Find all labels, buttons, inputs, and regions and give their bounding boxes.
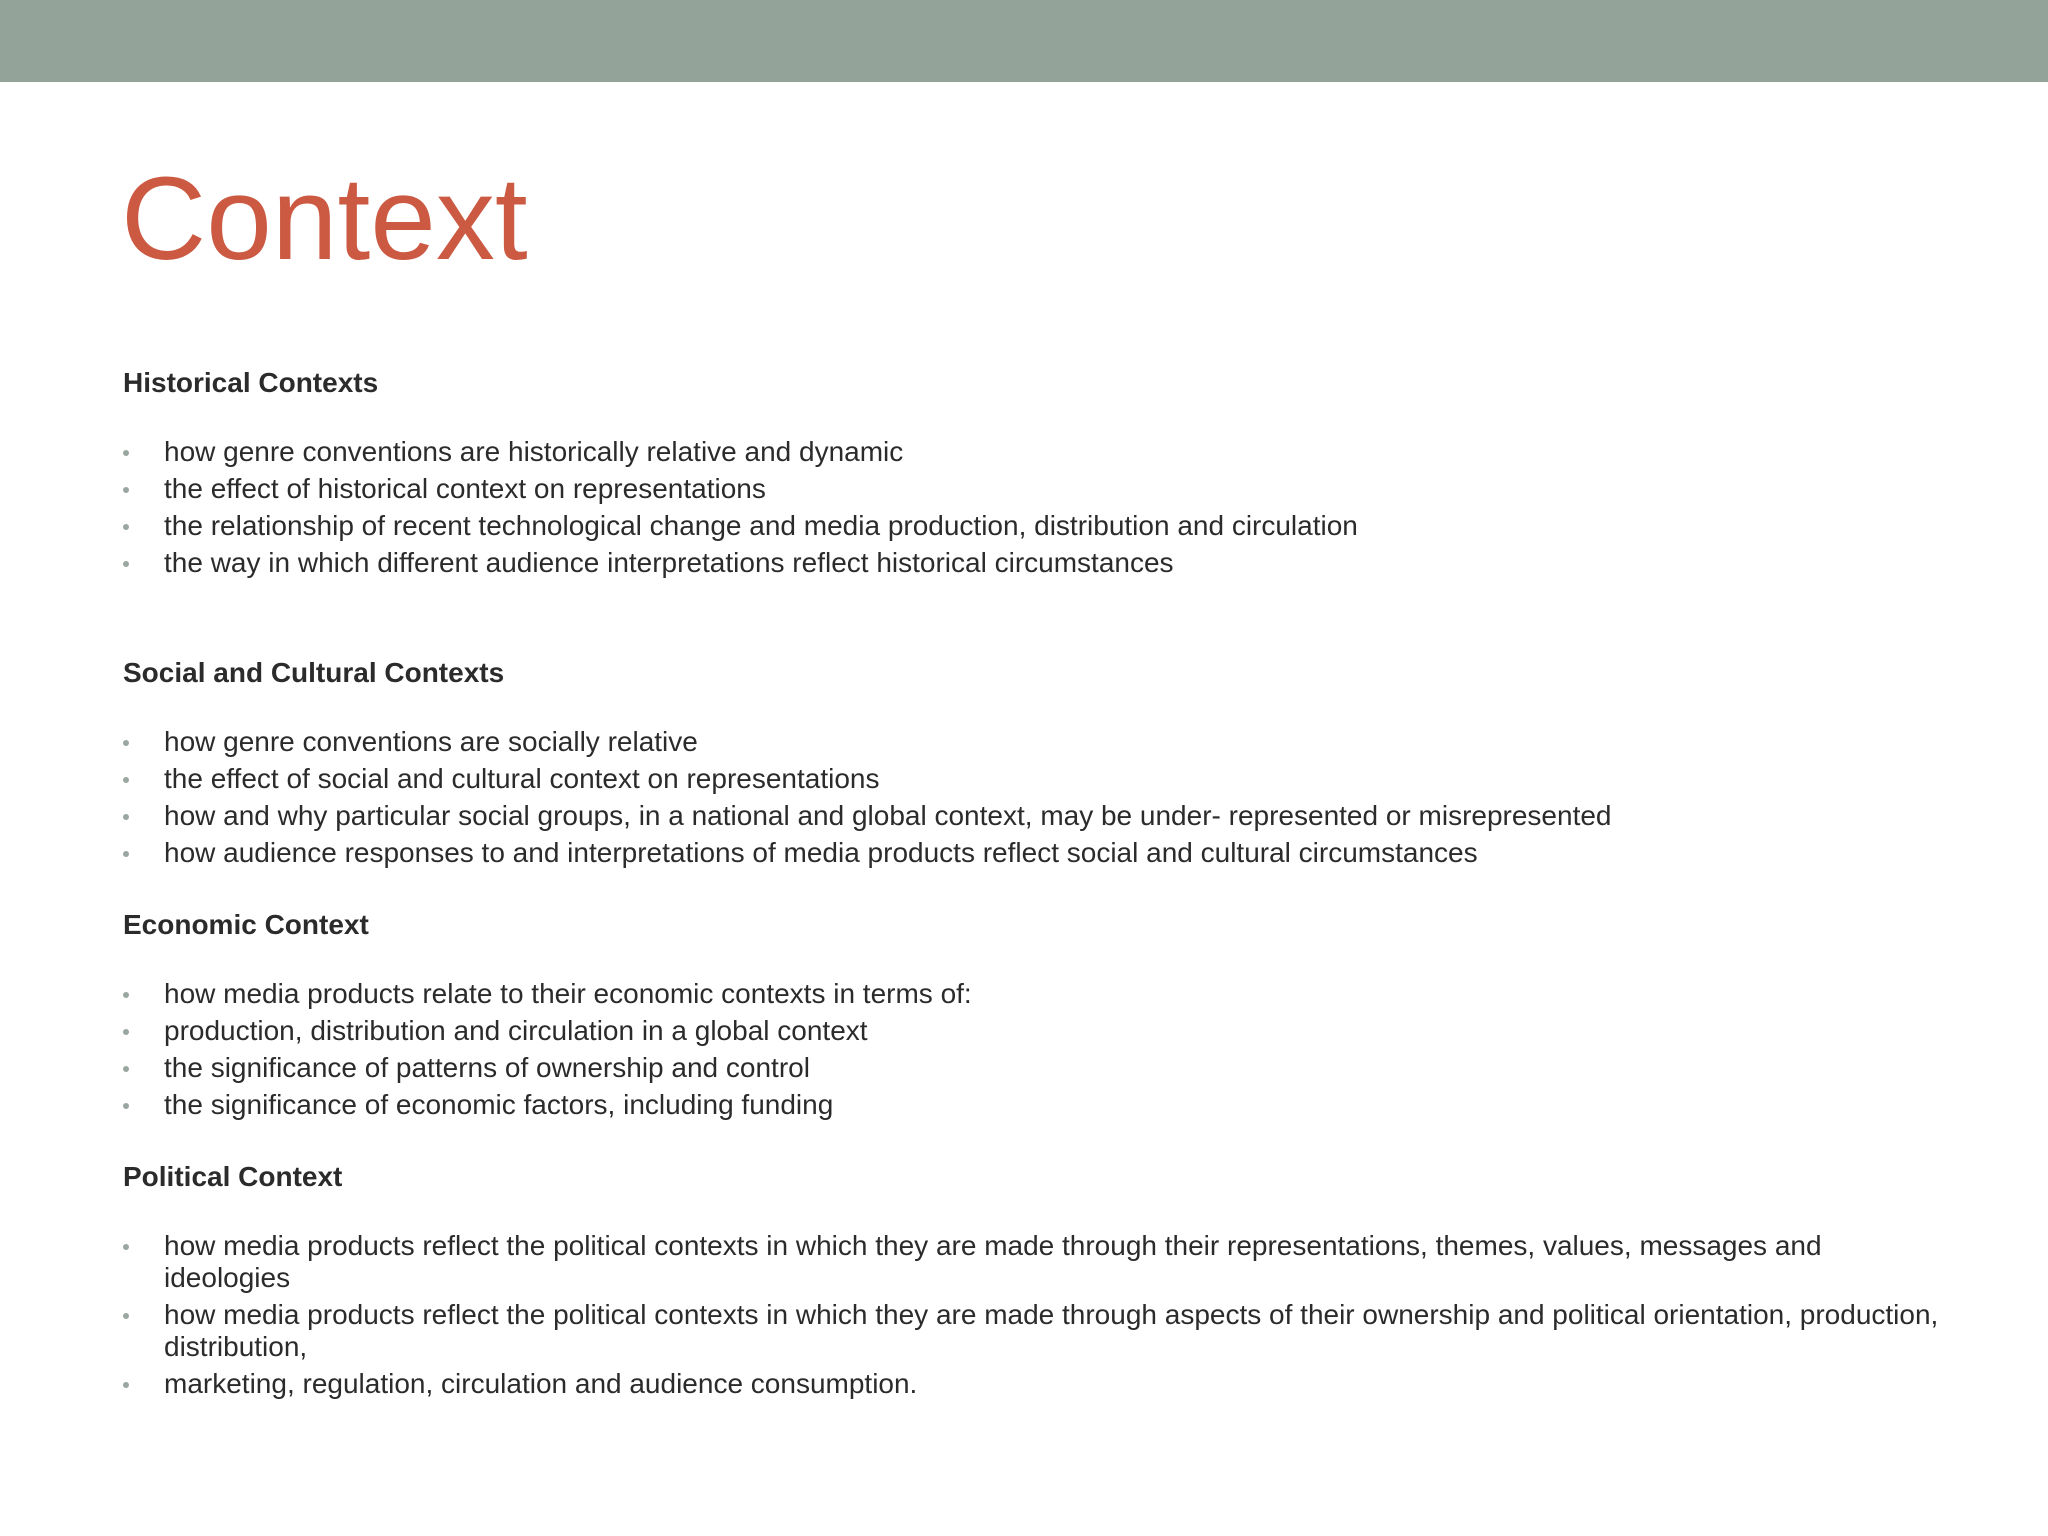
slide-title: Context — [121, 153, 528, 285]
list-item-text: the relationship of recent technological change and media production, distribution and circulation — [164, 510, 1358, 541]
section-historical — [123, 362, 1943, 579]
bullet-icon — [123, 851, 129, 857]
list-item — [123, 1368, 1943, 1400]
list-item — [123, 510, 1943, 542]
list-item-text: marketing, regulation, circulation and audience consumption. — [164, 1368, 918, 1399]
section-economic — [123, 904, 1943, 1121]
list-item-text: how media products relate to their economic contexts in terms of: — [164, 978, 972, 1009]
slide-body — [123, 362, 1943, 1405]
list-item — [123, 800, 1943, 832]
section-heading: Political Context — [123, 1161, 343, 1192]
list-item — [123, 978, 1943, 1010]
top-band — [0, 0, 2048, 82]
bullet-icon — [123, 1313, 129, 1319]
section-social-cultural — [123, 652, 1943, 869]
list-item — [123, 436, 1943, 468]
list-item — [123, 726, 1943, 758]
list-item — [123, 1230, 1943, 1294]
bullet-icon — [123, 814, 129, 820]
list-item-text: the way in which different audience interpretations reflect historical circumstances — [164, 547, 1174, 578]
list-item — [123, 1052, 1943, 1084]
list-item-text: production, distribution and circulation in a global context — [164, 1015, 868, 1046]
list-item-text: how media products reflect the political contexts in which they are made through aspects of their ownership and political orientation, production, distribution, — [164, 1299, 1939, 1362]
list-item-text: how and why particular social groups, in a national and global context, may be under- represented or misrepresented — [164, 800, 1612, 831]
bullet-list — [123, 1230, 1943, 1400]
list-item — [123, 837, 1943, 869]
section-heading: Economic Context — [123, 909, 369, 940]
list-item — [123, 763, 1943, 795]
list-item — [123, 547, 1943, 579]
list-item-text: the significance of patterns of ownership and control — [164, 1052, 810, 1083]
list-item — [123, 1089, 1943, 1121]
bullet-list — [123, 726, 1943, 869]
bullet-icon — [123, 561, 129, 567]
list-item-text: how genre conventions are socially relative — [164, 726, 698, 757]
bullet-icon — [123, 524, 129, 530]
bullet-icon — [123, 487, 129, 493]
list-item-text: the effect of historical context on representations — [164, 473, 766, 504]
bullet-icon — [123, 992, 129, 998]
list-item — [123, 1299, 1943, 1363]
bullet-icon — [123, 1244, 129, 1250]
section-heading: Social and Cultural Contexts — [123, 657, 505, 688]
section-heading: Historical Contexts — [123, 367, 379, 398]
list-item — [123, 473, 1943, 505]
section-political — [123, 1156, 1943, 1400]
list-item-text: how audience responses to and interpretations of media products reflect social and cultural circumstances — [164, 837, 1478, 868]
list-item — [123, 1015, 1943, 1047]
list-item-text: how media products reflect the political contexts in which they are made through their representations, themes, values, messages and ideologies — [164, 1230, 1822, 1293]
bullet-list — [123, 978, 1943, 1121]
list-item-text: the effect of social and cultural context on representations — [164, 763, 880, 794]
bullet-icon — [123, 1029, 129, 1035]
list-item-text: how genre conventions are historically relative and dynamic — [164, 436, 904, 467]
bullet-icon — [123, 1066, 129, 1072]
bullet-icon — [123, 450, 129, 456]
list-item-text: the significance of economic factors, including funding — [164, 1089, 834, 1120]
bullet-icon — [123, 1382, 129, 1388]
bullet-icon — [123, 777, 129, 783]
bullet-icon — [123, 1103, 129, 1109]
bullet-icon — [123, 740, 129, 746]
bullet-list — [123, 436, 1943, 579]
